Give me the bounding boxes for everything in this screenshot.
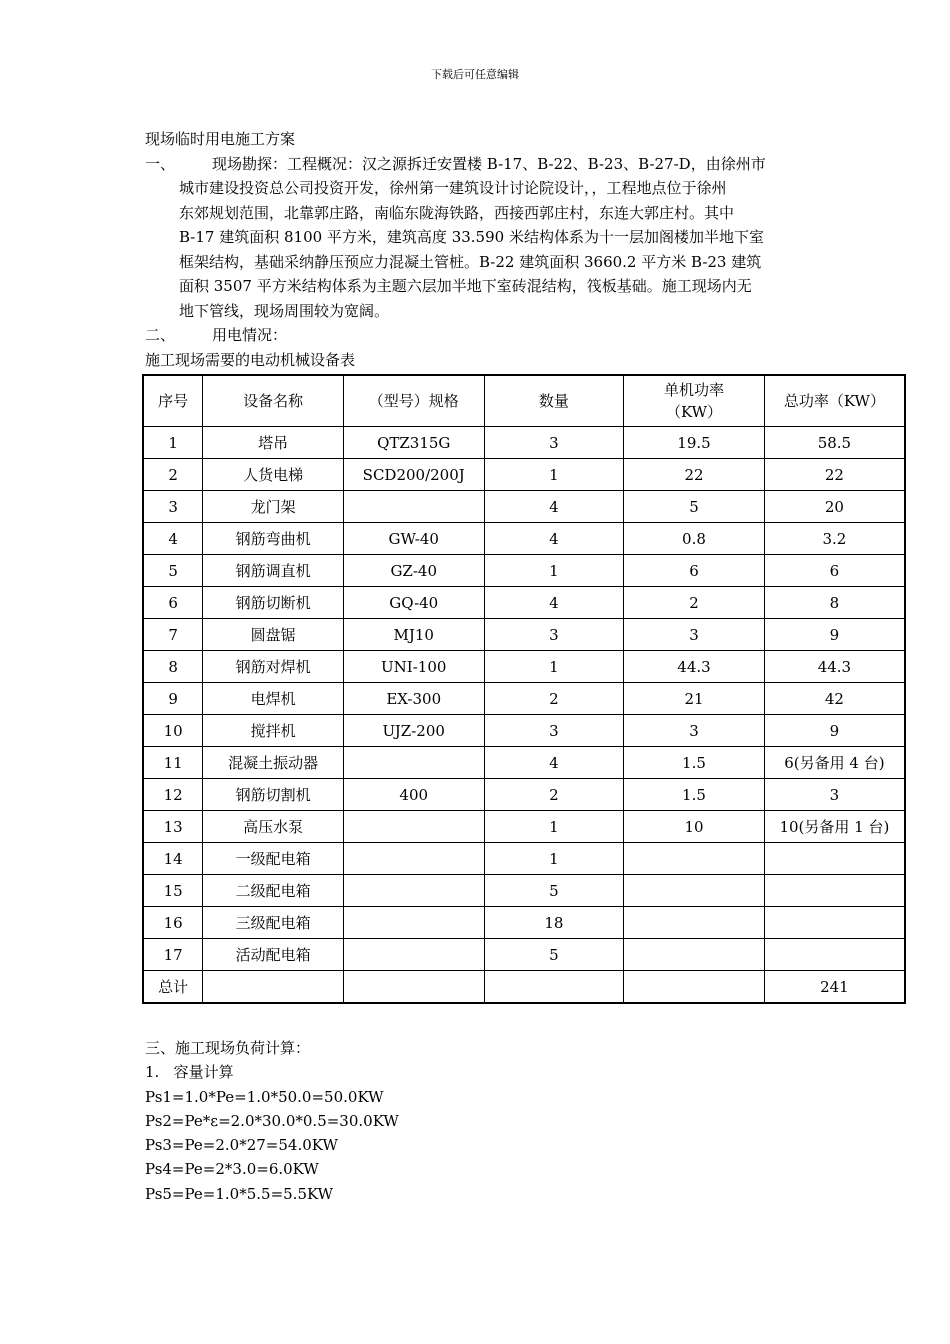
cell-model: QTZ315G — [343, 427, 484, 459]
cell-index: 5 — [143, 555, 203, 587]
cell-unit-power: 22 — [624, 459, 765, 491]
cell-total-power: 9 — [764, 619, 905, 651]
cell-index: 6 — [143, 587, 203, 619]
cell-model: 400 — [343, 779, 484, 811]
section-3-title: 三、施工现场负荷计算： — [145, 1039, 311, 1057]
table-row — [143, 491, 905, 523]
cell-total-power: 20 — [764, 491, 905, 523]
table-row — [143, 523, 905, 555]
cell-index: 12 — [143, 779, 203, 811]
cell-model — [343, 747, 484, 779]
cell-total-power: 3 — [764, 779, 905, 811]
cell-index: 3 — [143, 491, 203, 523]
header-quantity: 数量 — [484, 375, 624, 427]
cell-quantity: 1 — [484, 459, 624, 491]
cell-model — [343, 971, 484, 1004]
table-row — [143, 907, 905, 939]
cell-model: MJ10 — [343, 619, 484, 651]
cell-model: GZ-40 — [343, 555, 484, 587]
table-row — [143, 715, 905, 747]
calc-line-3: Ps3=Pe=2.0*27=54.0KW — [145, 1136, 338, 1155]
cell-index: 9 — [143, 683, 203, 715]
cell-quantity: 4 — [484, 491, 624, 523]
section-1-line-7: 地下管线，现场周围较为宽阔。 — [179, 301, 390, 320]
section-2 — [145, 323, 810, 348]
cell-index: 11 — [143, 747, 203, 779]
cell-quantity: 4 — [484, 523, 624, 555]
cell-quantity: 2 — [484, 779, 624, 811]
cell-total-power: 6(另备用 4 台) — [764, 747, 905, 779]
calc-line-2: Ps2=Pe*ε=2.0*30.0*0.5=30.0KW — [145, 1111, 399, 1130]
cell-device-name: 混凝土振动器 — [203, 747, 343, 779]
table-header-row — [143, 375, 905, 427]
cell-unit-power: 5 — [624, 491, 765, 523]
cell-device-name: 钢筋对焊机 — [203, 651, 343, 683]
cell-index: 1 — [143, 427, 203, 459]
section-1-line-1: 现场勘探：工程概况：汉之源拆迁安置楼 B-17、B-22、B-23、B-27-D，由徐州市 — [212, 154, 766, 173]
cell-unit-power: 1.5 — [624, 747, 765, 779]
cell-total-power: 3.2 — [764, 523, 905, 555]
cell-device-name: 人货电梯 — [203, 459, 343, 491]
cell-device-name: 钢筋调直机 — [203, 555, 343, 587]
document-title: 现场临时用电施工方案 — [145, 130, 296, 148]
cell-device-name: 钢筋切断机 — [203, 587, 343, 619]
cell-unit-power — [624, 939, 765, 971]
section-2-text: 用电情况： — [212, 326, 288, 344]
table-row — [143, 619, 905, 651]
cell-quantity: 4 — [484, 587, 624, 619]
cell-unit-power — [624, 971, 765, 1004]
cell-unit-power: 3 — [624, 619, 765, 651]
cell-device-name: 三级配电箱 — [203, 907, 343, 939]
cell-index: 14 — [143, 843, 203, 875]
cell-unit-power — [624, 843, 765, 875]
calc-line-1: Ps1=1.0*Pe=1.0*50.0=50.0KW — [145, 1087, 384, 1106]
cell-total-power: 241 — [764, 971, 905, 1004]
cell-quantity: 1 — [484, 555, 624, 587]
cell-index: 4 — [143, 523, 203, 555]
cell-quantity: 1 — [484, 811, 624, 843]
table-row — [143, 811, 905, 843]
section-1-line-5: 框架结构，基础采纳静压预应力混凝土管桩。B-22 建筑面积 3660.2 平方米 B-23 建筑 — [179, 252, 762, 271]
cell-quantity: 3 — [484, 715, 624, 747]
cell-model: GW-40 — [343, 523, 484, 555]
cell-model — [343, 939, 484, 971]
cell-model: EX-300 — [343, 683, 484, 715]
cell-device-name: 活动配电箱 — [203, 939, 343, 971]
cell-total-power — [764, 875, 905, 907]
cell-device-name: 搅拌机 — [203, 715, 343, 747]
header-device-name: 设备名称 — [203, 375, 343, 427]
section-2-number: 二、 — [145, 326, 176, 344]
cell-index: 8 — [143, 651, 203, 683]
cell-quantity: 4 — [484, 747, 624, 779]
cell-model — [343, 843, 484, 875]
cell-total-power — [764, 907, 905, 939]
cell-device-name: 圆盘锯 — [203, 619, 343, 651]
table-row — [143, 683, 905, 715]
cell-unit-power: 2 — [624, 587, 765, 619]
cell-total-power: 42 — [764, 683, 905, 715]
table-row — [143, 939, 905, 971]
cell-total-power: 22 — [764, 459, 905, 491]
cell-device-name: 钢筋弯曲机 — [203, 523, 343, 555]
cell-total-power — [764, 843, 905, 875]
table-row — [143, 779, 905, 811]
header-index: 序号 — [143, 375, 203, 427]
cell-device-name: 电焊机 — [203, 683, 343, 715]
section-3-subtitle: 1. 容量计算 — [145, 1063, 234, 1082]
table-row — [143, 427, 905, 459]
cell-quantity: 18 — [484, 907, 624, 939]
cell-unit-power: 10 — [624, 811, 765, 843]
cell-total-power: 8 — [764, 587, 905, 619]
cell-device-name: 一级配电箱 — [203, 843, 343, 875]
cell-total-power: 10(另备用 1 台) — [764, 811, 905, 843]
cell-quantity: 1 — [484, 651, 624, 683]
cell-quantity: 3 — [484, 619, 624, 651]
table-row — [143, 459, 905, 491]
cell-index: 17 — [143, 939, 203, 971]
section-1-line-3: 东郊规划范围，北靠郭庄路，南临东陇海铁路，西接西郭庄村，东连大郭庄村。其中 — [179, 203, 735, 222]
page-header: 下载后可任意编辑 — [431, 68, 519, 81]
cell-device-name: 塔吊 — [203, 427, 343, 459]
table-row — [143, 555, 905, 587]
cell-unit-power: 0.8 — [624, 523, 765, 555]
cell-model: SCD200/200J — [343, 459, 484, 491]
header-total-power: 总功率（KW） — [764, 375, 905, 427]
cell-unit-power — [624, 875, 765, 907]
table-row — [143, 971, 905, 1004]
cell-model — [343, 811, 484, 843]
cell-device-name: 高压水泵 — [203, 811, 343, 843]
cell-quantity: 1 — [484, 843, 624, 875]
cell-index: 总计 — [143, 971, 203, 1004]
table-row — [143, 747, 905, 779]
cell-total-power: 9 — [764, 715, 905, 747]
cell-unit-power — [624, 907, 765, 939]
calc-line-5: Ps5=Pe=1.0*5.5=5.5KW — [145, 1184, 334, 1203]
cell-total-power — [764, 939, 905, 971]
section-1-number: 一、 — [145, 154, 176, 173]
cell-quantity — [484, 971, 624, 1004]
equipment-table — [142, 374, 906, 1004]
section-1-line-2: 城市建设投资总公司投资开发，徐州第一建筑设计讨论院设计，，工程地点位于徐州 — [179, 179, 727, 197]
cell-device-name: 龙门架 — [203, 491, 343, 523]
table-title: 施工现场需要的电动机械设备表 — [145, 350, 356, 369]
calc-line-4: Ps4=Pe=2*3.0=6.0KW — [145, 1160, 319, 1179]
cell-quantity: 5 — [484, 939, 624, 971]
cell-quantity: 2 — [484, 683, 624, 715]
section-3 — [145, 1036, 399, 1206]
cell-index: 13 — [143, 811, 203, 843]
header-unit-power: 单机功率 （KW） — [624, 375, 765, 427]
section-1-line-6: 面积 3507 平方米结构体系为主题六层加半地下室砖混结构，筏板基础。施工现场内无 — [179, 277, 752, 295]
cell-model: GQ-40 — [343, 587, 484, 619]
cell-model — [343, 491, 484, 523]
section-1 — [145, 152, 810, 177]
cell-model — [343, 907, 484, 939]
cell-model: UNI-100 — [343, 651, 484, 683]
cell-total-power: 44.3 — [764, 651, 905, 683]
cell-unit-power: 6 — [624, 555, 765, 587]
cell-quantity: 5 — [484, 875, 624, 907]
section-1-line-4: B-17 建筑面积 8100 平方米，建筑高度 33.590 米结构体系为十一层加阁楼加半地下室 — [179, 228, 764, 246]
cell-device-name — [203, 971, 343, 1004]
cell-quantity: 3 — [484, 427, 624, 459]
document-body — [145, 127, 810, 372]
cell-index: 7 — [143, 619, 203, 651]
cell-index: 16 — [143, 907, 203, 939]
table-row — [143, 651, 905, 683]
header-model: （型号）规格 — [343, 375, 484, 427]
cell-unit-power: 21 — [624, 683, 765, 715]
cell-index: 10 — [143, 715, 203, 747]
cell-unit-power: 3 — [624, 715, 765, 747]
table-row — [143, 875, 905, 907]
cell-total-power: 6 — [764, 555, 905, 587]
cell-index: 15 — [143, 875, 203, 907]
cell-device-name: 二级配电箱 — [203, 875, 343, 907]
cell-device-name: 钢筋切割机 — [203, 779, 343, 811]
table-row — [143, 587, 905, 619]
table-body — [143, 427, 905, 1004]
cell-unit-power: 44.3 — [624, 651, 765, 683]
cell-total-power: 58.5 — [764, 427, 905, 459]
cell-model — [343, 875, 484, 907]
cell-unit-power: 1.5 — [624, 779, 765, 811]
table-row — [143, 843, 905, 875]
section-1-body — [145, 176, 810, 323]
cell-model: UJZ-200 — [343, 715, 484, 747]
cell-index: 2 — [143, 459, 203, 491]
cell-unit-power: 19.5 — [624, 427, 765, 459]
